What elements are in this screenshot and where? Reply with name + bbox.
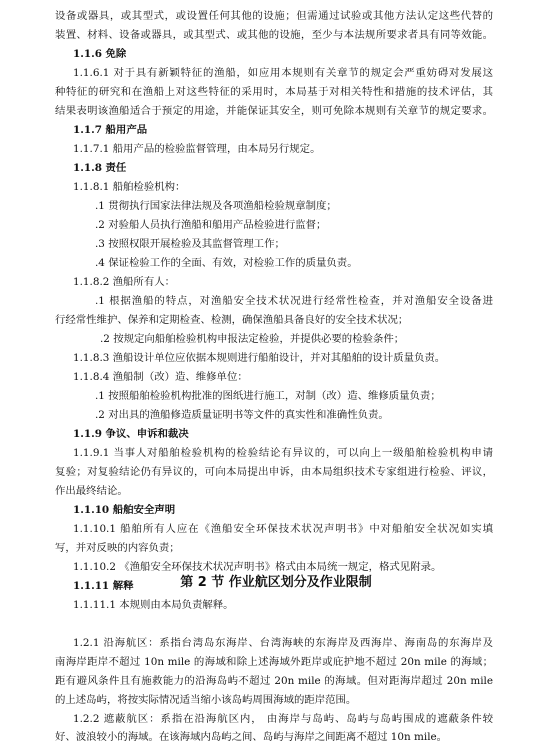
text-line: 1.1.10.1 船舶所有人应在《渔船安全环保技术状况声明书》中对船舶安全状况如实填: [73, 523, 493, 535]
text-line: 1.1.8.4 渔船制（改）造、维修单位：: [73, 371, 248, 383]
text-line: 装置、材料、设备或器具，或其型式、或其他的设施，至少与本法规所要求者具有同等效能。: [55, 29, 493, 41]
text-line: .2 按规定向船舶检验机构申报法定检验，并提供必要的检验条件；: [100, 333, 405, 345]
text-line: .2 对出具的渔船修造质量证明书等文件的真实性和准确性负责。: [95, 409, 389, 421]
text-line: .3 按照权限开展检验及其监督管理工作；: [95, 238, 285, 250]
text-line: 设备或器具，或其型式，或设置任何其他的设施；但需通过试验或其他方法认定这些代替的: [55, 10, 493, 22]
text-line: 写，并对反映的内容负责；: [55, 542, 180, 554]
text-line: 1.1.9.1 当事人对船舶检验机构的检验结论有异议的，可以向上一级船舶检验机构申请: [73, 447, 493, 459]
text-line: 1.2.1 沿海航区：系指台湾岛东海岸、台湾海峡的东海岸及西海岸、海南岛的东海岸及: [73, 637, 493, 649]
text-line: .1 根据渔船的特点，对渔船安全技术状况进行经常性检查，并对渔船安全设备进: [95, 295, 493, 307]
text-line: 1.1.6.1 对于具有新颖特征的渔船，如应用本规则有关章节的规定会严重妨碍对发展这: [73, 67, 493, 79]
text-line: 1.1.10.2 《渔船安全环保技术状况声明书》格式由本局统一规定，格式见附录。: [73, 561, 442, 573]
text-line: 1.1.8 责任: [73, 162, 127, 174]
text-line: 好、波浪较小的海域。在该海域内岛屿之间、岛屿与海岸之间距离不超过 10n mile。: [55, 731, 448, 743]
text-line: 结果表明该渔船适合于预定的用途，并能保证其安全，则可免除本规则有关章节的规定要求。: [55, 105, 493, 117]
text-line: 的上述岛屿，将按实际情况适当缩小该岛屿周围海域的距岸范围。: [55, 694, 357, 706]
text-line: .4 保证检验工作的全面、有效，对检验工作的质量负责。: [95, 257, 358, 269]
section-title: 第 2 节 作业航区划分及作业限制: [180, 575, 372, 590]
text-line: 1.1.7 船用产品: [73, 124, 148, 136]
text-line: 1.1.11.1 本规则由本局负责解释。: [73, 599, 234, 611]
text-line: 1.1.6 免除: [73, 48, 127, 60]
text-line: 1.1.8.2 渔船所有人：: [73, 276, 175, 288]
text-line: 1.2.2 遮蔽航区：系指在沿海航区内， 由海岸与岛屿、岛屿与岛屿围成的遮蔽条件较: [73, 713, 493, 725]
text-line: 1.1.11 解释: [73, 580, 134, 592]
text-line: 1.1.10 船舶安全声明: [73, 504, 176, 516]
text-line: .1 按照船舶检验机构批准的图纸进行施工，对制（改）造、维修质量负责；: [95, 390, 441, 402]
text-line: 种特征的研究和在渔船上对这些特征的采用时，本局基于对相关特性和措施的技术评估，其: [55, 86, 493, 98]
text-line: 南海岸距岸不超过 10n mile 的海域和除上述海域外距岸或庇护地不超过 20n mile 的海域；: [55, 656, 493, 668]
text-line: 复验；对复验结论仍有异议的，可向本局提出申诉，由本局组织技术专家组进行检验、评议，: [55, 466, 493, 478]
text-line: 1.1.9 争议、申诉和裁决: [73, 428, 189, 440]
text-line: 行经常性维护、保养和定期检查、检测，确保渔船具备良好的安全技术状况；: [55, 314, 409, 326]
text-line: .1 贯彻执行国家法律法规及各项渔船检验规章制度；: [95, 200, 337, 212]
text-line: 距有避风条件且有施救能力的沿海岛屿不超过 20n mile 的海域。但对距海岸超过 20n mile: [55, 675, 493, 687]
text-line: .2 对验船人员执行渔船和船用产品检验进行监督；: [95, 219, 327, 231]
text-line: 1.1.7.1 船用产品的检验监督管理，由本局另行规定。: [73, 143, 321, 155]
text-line: 1.1.8.3 渔船设计单位应依据本规则进行船舶设计，并对其船舶的设计质量负责。: [73, 352, 446, 364]
text-line: 作出最终结论。: [55, 485, 128, 497]
text-line: 1.1.8.1 船舶检验机构：: [73, 181, 186, 193]
